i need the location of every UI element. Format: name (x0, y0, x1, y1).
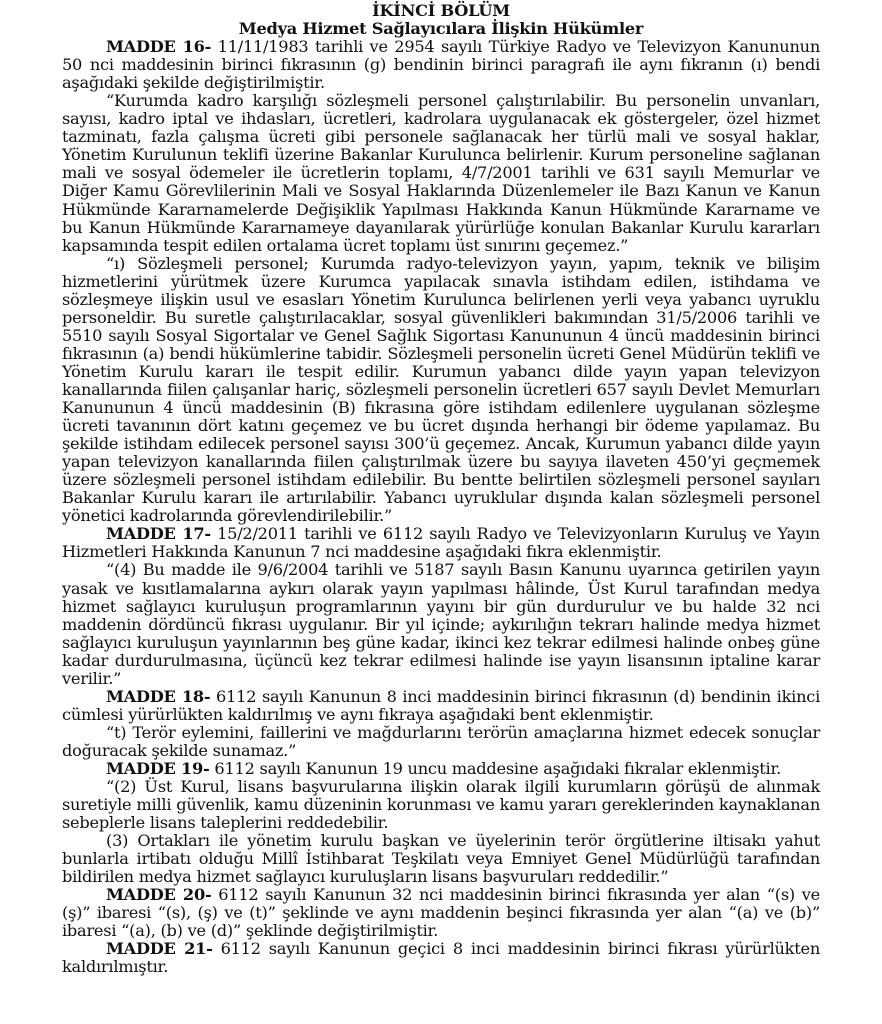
section-subtitle: Medya Hizmet Sağlayıcılara İlişkin Hükümler (238, 19, 644, 39)
article-number: MADDE 20- (106, 885, 212, 905)
article-20-paragraph (62, 886, 820, 940)
article-number: MADDE 21- (106, 939, 213, 959)
section-title: İKİNCİ BÖLÜM (372, 1, 510, 20)
article-21-paragraph (62, 940, 820, 976)
quoted-paragraph (62, 832, 820, 886)
quoted-paragraph (62, 561, 820, 687)
paragraphs (62, 38, 820, 976)
quoted-paragraph (62, 255, 820, 526)
article-17-paragraph (62, 525, 820, 561)
paragraph-text: “(4) Bu madde ile 9/6/2004 tarihli ve 5187 sayılı Basın Kanunu uyarınca getirilen yayın yasak ve kısıtlamalarına aykırı olarak yayın yapılması hâlinde, Üst Kurul tarafından medya hizmet sağlayıcı kuruluşun programlarının yayını bir gün durdurulur ve bu halde 32 nci maddenin dördüncü fıkrası uygulanır. Bir yıl içinde; aykırılığın tekrarı halinde medya hizmet sağlayıcı kuruluşun yayınlarının beş güne kadar, ikinci kez tekrar edilmesi halinde onbeş güne kadar durdurulmasına, üçüncü kez tekrar edilmesi halinde ise yayın lisansının iptaline karar verilir.” (62, 560, 820, 688)
article-number: MADDE 17- (106, 524, 211, 544)
paragraph-text: “ı) Sözleşmeli personel; Kurumda radyo-televizyon yayın, yapım, teknik ve bilişim hizmetlerini yürütmek üzere Kurumca yapılacak sınavla istihdam edilen, istihdama ve sözleşmeye ilişkin usul ve esasları Yönetim Kurulunca belirlenen yerli veya yabancı uyruklu personeldir. Bu suretle çalıştırılacaklar, sosyal güvenlikleri bakımından 31/5/2006 tarihli ve 5510 sayılı Sosyal Sigortalar ve Genel Sağlık Sigortası Kanununun 4 üncü maddesinin birinci fıkrasının (a) bendi hükümlerine tabidir. Sözleşmeli personelin ücreti Genel Müdürün teklifi ve Yönetim Kurulu kararı ile tespit edilir. Kurumun yabancı dilde yayın yapan televizyon kanallarında fiilen çalışanlar hariç, sözleşmeli personelin ücretleri 657 sayılı Devlet Memurları Kanununun 4 üncü maddesinin (B) fıkrasına göre istihdam edilenlere uygulanan sözleşme ücreti tavanının dört katını geçemez ve bu ücret dışında herhangi bir ödeme yapılamaz. Bu şekilde istihdam edilecek personel sayısı 300’ü geçemez. Ancak, Kurumun yabancı dilde yayın yapan televizyon kanallarında fiilen çalıştırılmak üzere bu sayıya ilaveten 450’yi geçmemek üzere sözleşmeli personel istihdam edilebilir. Bu bentte belirtilen sözleşmeli personel sayıları Bakanlar Kurulu kararı ile artırılabilir. Yabancı uyruklular dışında kalan sözleşmeli personel yönetici kadrolarında görevlendirilebilir.” (62, 253, 820, 526)
quoted-paragraph (62, 778, 820, 832)
article-number: MADDE 19- (106, 758, 210, 778)
article-18-paragraph (62, 688, 820, 724)
article-19-paragraph (62, 760, 820, 778)
article-16-paragraph (62, 38, 820, 92)
paragraph-text: “Kurumda kadro karşılığı sözleşmeli personel çalıştırılabilir. Bu personelin unvanları, sayısı, kadro iptal ve ihdasları, ücretleri, kadrolara uygulanacak ek göstergeler, özel hizmet tazminatı, fazla çalışma ücreti gibi personele sağlanacak her türlü mali ve sosyal haklar, Yönetim Kurulunun teklifi üzerine Bakanlar Kurulunca belirlenir. Kurum personeline sağlanan mali ve sosyal ödemeler ile ücretlerin toplamı, 4/7/2001 tarihli ve 631 sayılı Memurlar ve Diğer Kamu Görevlilerinin Mali ve Sosyal Haklarında Düzenlemeler ile Bazı Kanun ve Kanun Hükmünde Kararnamelerde Değişiklik Yapılması Hakkında Kanun Hükmünde Kararname ve bu Kanun Hükmünde Kararnameye dayanılarak yürürlüğe konulan Bakanlar Kurulu kararları kapsamında tespit edilen ortalama ücret toplamı üst sınırını geçemez.” (62, 91, 820, 255)
paragraph-text: “(2) Üst Kurul, lisans başvurularına ilişkin olarak ilgili kurumların görüşü de alınmak suretiyle milli güvenlik, kamu düzeninin korunması ve kamu yararı gereklerinden kaynaklanan sebeplerle lisans taleplerini reddedebilir. (62, 777, 820, 833)
paragraph-text: 15/2/2011 tarihli ve 6112 sayılı Radyo ve Televizyonların Kuruluş ve Yayın Hizmetleri Hakkında Kanunun 7 nci maddesine aşağıdaki fıkra eklenmiştir. (62, 524, 820, 562)
paragraph-text: (3) Ortakları ile yönetim kurulu başkan ve üyelerinin terör örgütlerine iltisakı yahut bunlarla irtibatı olduğu Millî İstihbarat Teşkilatı veya Emniyet Genel Müdürlüğü tarafından bildirilen medya hizmet sağlayıcı kuruluşların lisans başvuruları reddedilir.” (62, 831, 820, 887)
quoted-paragraph (62, 92, 820, 254)
quoted-paragraph (62, 724, 820, 760)
paragraph-text: 6112 sayılı Kanunun 32 nci maddesinin birinci fıkrasında yer alan “(s) ve (ş)” ibaresi “(s), (ş) ve (t)” şeklinde ve aynı maddenin beşinci fıkrasında yer alan “(a) ve (b)” ibaresi “(a), (b) ve (d)” şeklinde değiştirilmiştir. (62, 885, 821, 941)
paragraph-text: 6112 sayılı Kanunun geçici 8 inci maddesinin birinci fıkrası yürürlükten kaldırılmıştır. (62, 939, 820, 977)
article-number: MADDE 18- (106, 686, 211, 706)
paragraph-text: “t) Terör eylemini, faillerini ve mağdurlarını terörün amaçlarına hizmet edecek sonuçlar doğuracak şekilde sunamaz.” (62, 722, 820, 760)
article-number: MADDE 16- (106, 37, 212, 57)
paragraph-text: 11/11/1983 tarihli ve 2954 sayılı Türkiye Radyo ve Televizyon Kanununun 50 nci maddesinin birinci fıkrasının (g) bendinin birinci paragrafı ile aynı fıkranın (ı) bendi aşağıdaki şekilde değiştirilmiştir. (62, 37, 820, 93)
paragraph-text: 6112 sayılı Kanunun 8 inci maddesinin birinci fıkrasının (d) bendinin ikinci cümlesi yürürlükten kaldırılmış ve aynı fıkraya aşağıdaki bent eklenmiştir. (62, 686, 820, 724)
paragraph-text: 6112 sayılı Kanunun 19 uncu maddesine aşağıdaki fıkralar eklenmiştir. (209, 758, 782, 778)
